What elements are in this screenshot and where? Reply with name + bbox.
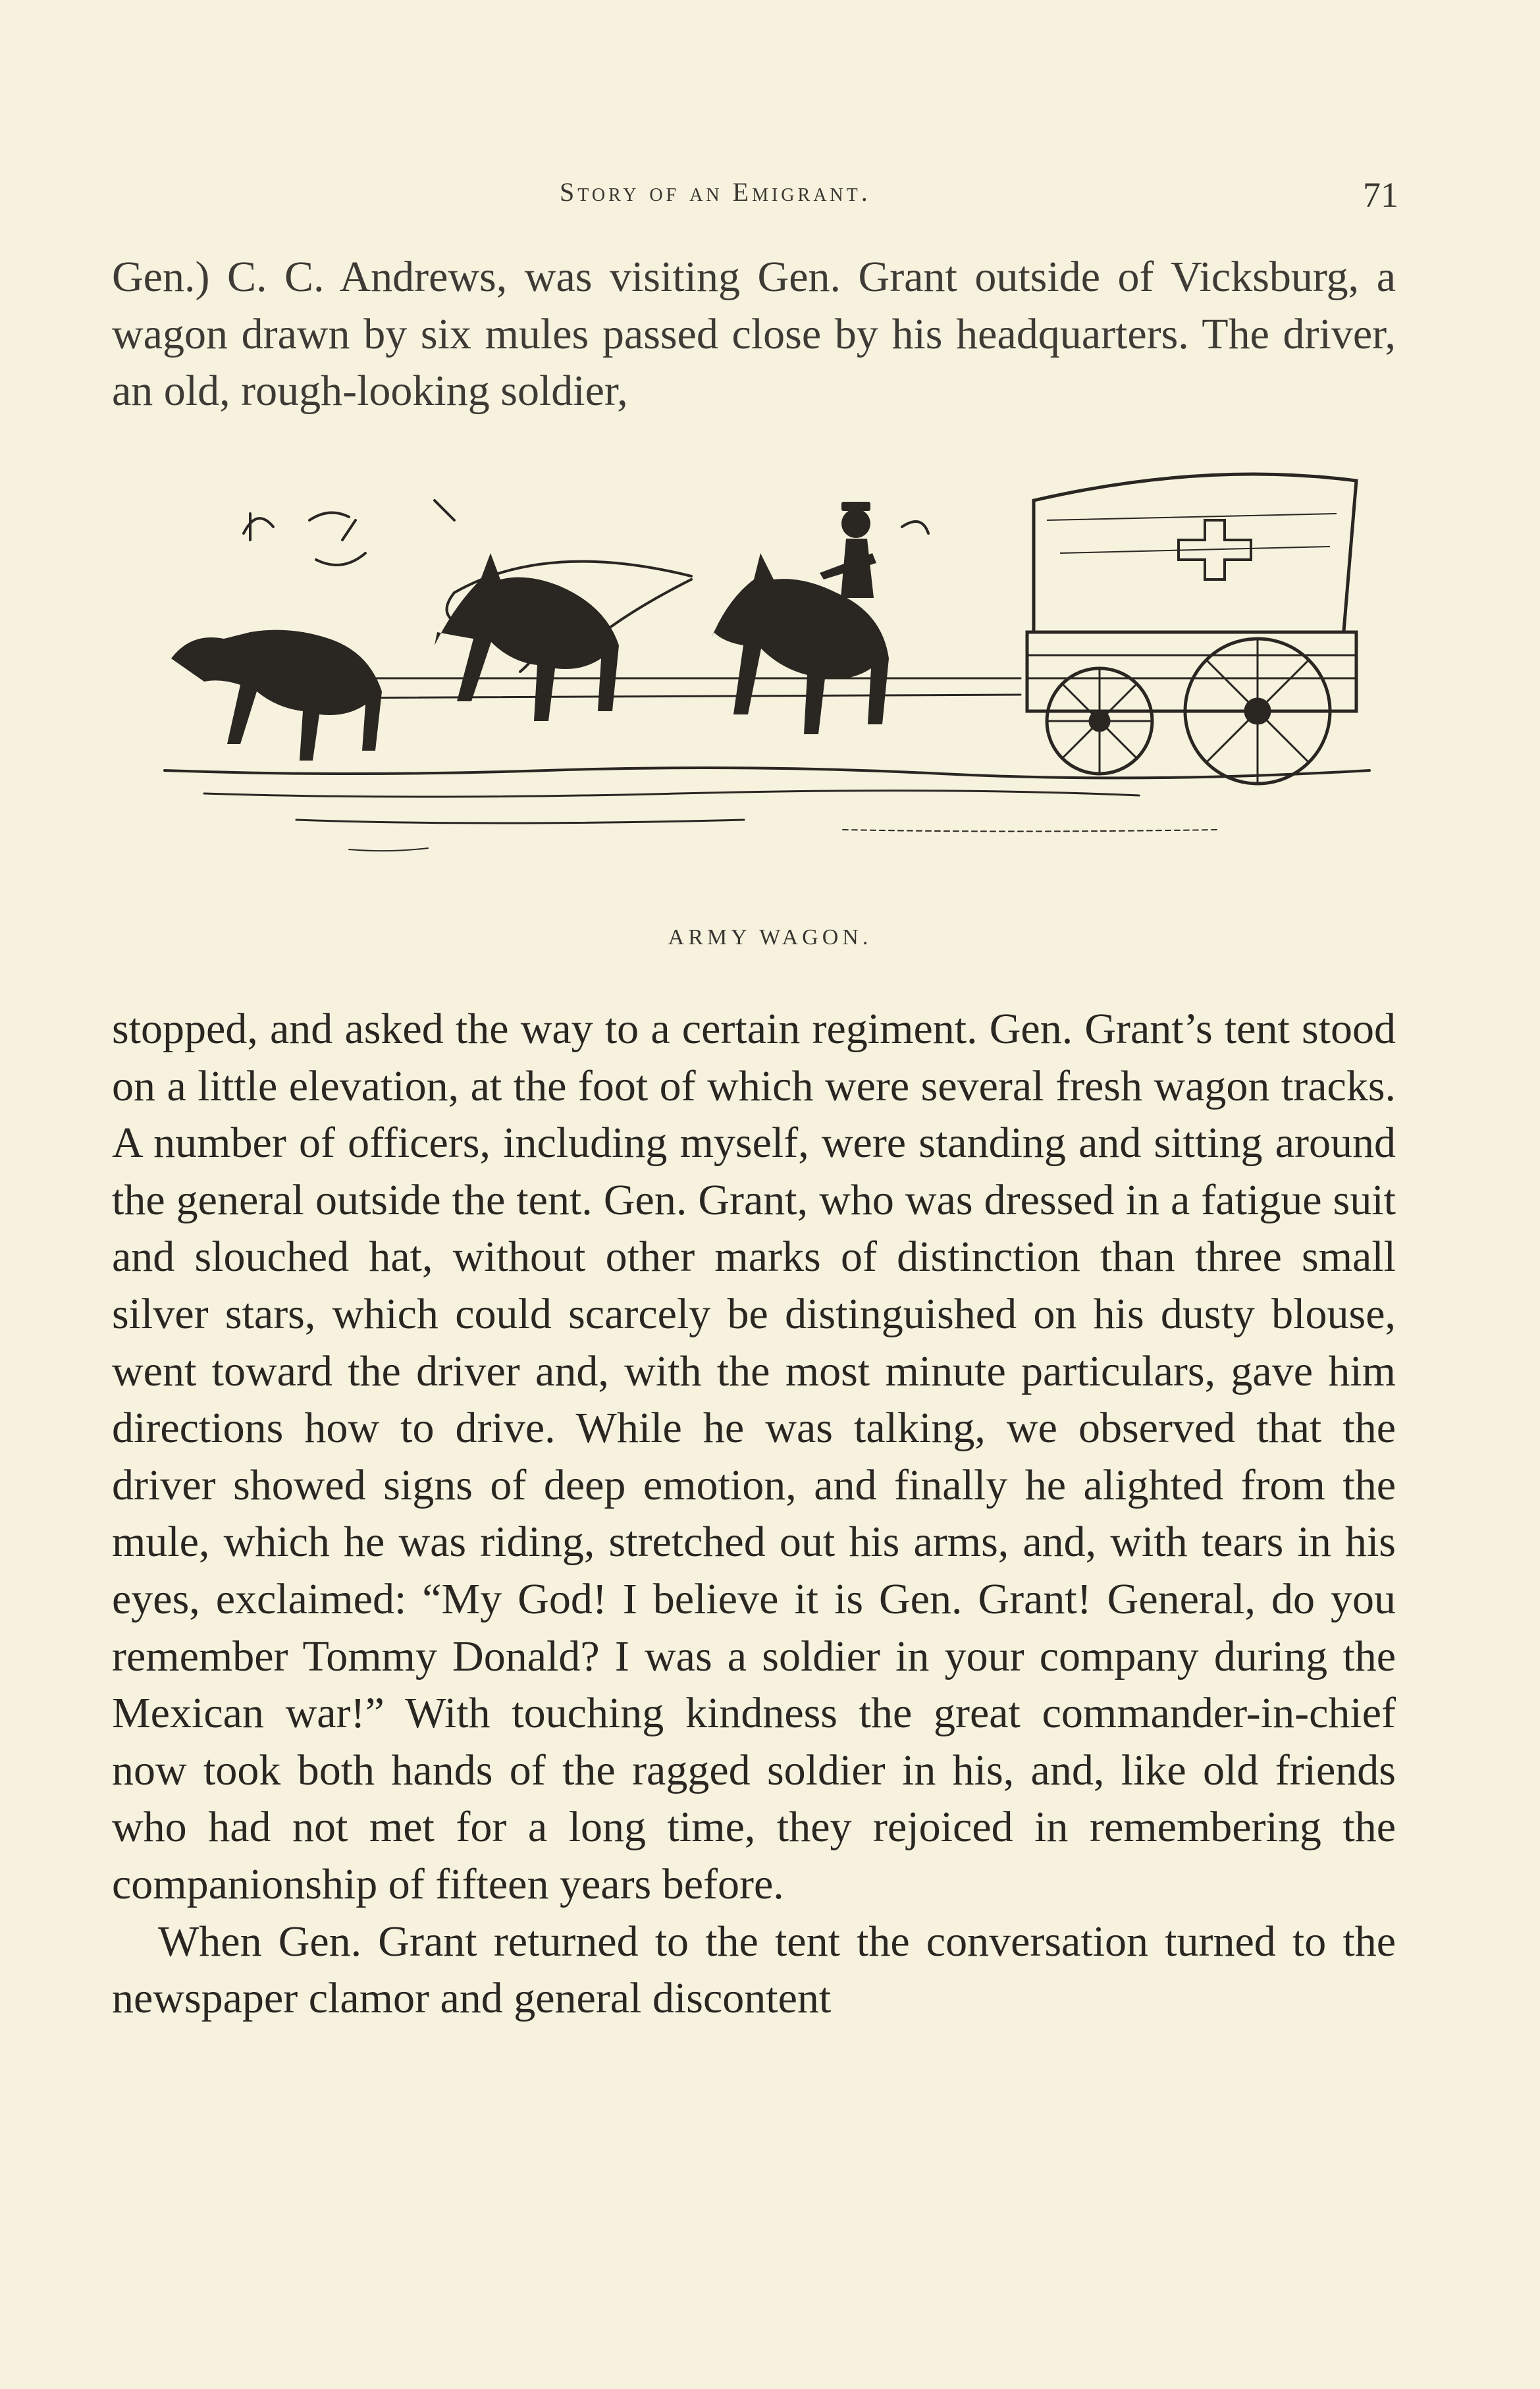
top-paragraph-block xyxy=(112,249,1396,420)
figure-caption: ARMY WAGON. xyxy=(668,925,872,950)
main-text-block xyxy=(112,1001,1396,2027)
paragraph: When Gen. Grant returned to the tent the conversation turned to the newspaper clamor and general discontent xyxy=(112,1917,1396,2023)
army-wagon-mule-team-illustration xyxy=(151,461,1389,882)
army-wagon-illustration xyxy=(151,461,1389,882)
running-head: Story of an Emigrant. xyxy=(560,177,871,207)
top-paragraph: Gen.) C. C. Andrews, was visiting Gen. Grant outside of Vicksburg, a wagon drawn by six mules passed close by his headquarters. The driver, an old, rough-looking soldier, xyxy=(112,253,1396,416)
paragraph: stopped, and asked the way to a certain regiment. Gen. Grant’s tent stood on a little elevation, at the foot of which were several fresh wagon tracks. A number of officers, including myself, were standing and sitting around the general outside the tent. Gen. Grant, who was dressed in a fatigue suit and slouched hat, without other marks of distinction than three small silver stars, which could scarcely be distinguished on his dusty blouse, went toward the driver and, with the most minute particulars, gave him directions how to drive. While he was talking, we observed that the driver showed signs of deep emotion, and finally he alighted from the mule, which he was riding, stretched out his arms, and, with tears in his eyes, exclaimed: “My God! I believe it is Gen. Grant! General, do you remember Tommy Donald? I was a soldier in your company during the Mexican war!” With touching kindness the great commander-in-chief now took both hands of the ragged soldier in his, and, like old friends who had not met for a long time, they rejoiced in remembering the companionship of fifteen years before. xyxy=(112,1005,1396,1908)
page-number: 71 xyxy=(1363,175,1398,215)
